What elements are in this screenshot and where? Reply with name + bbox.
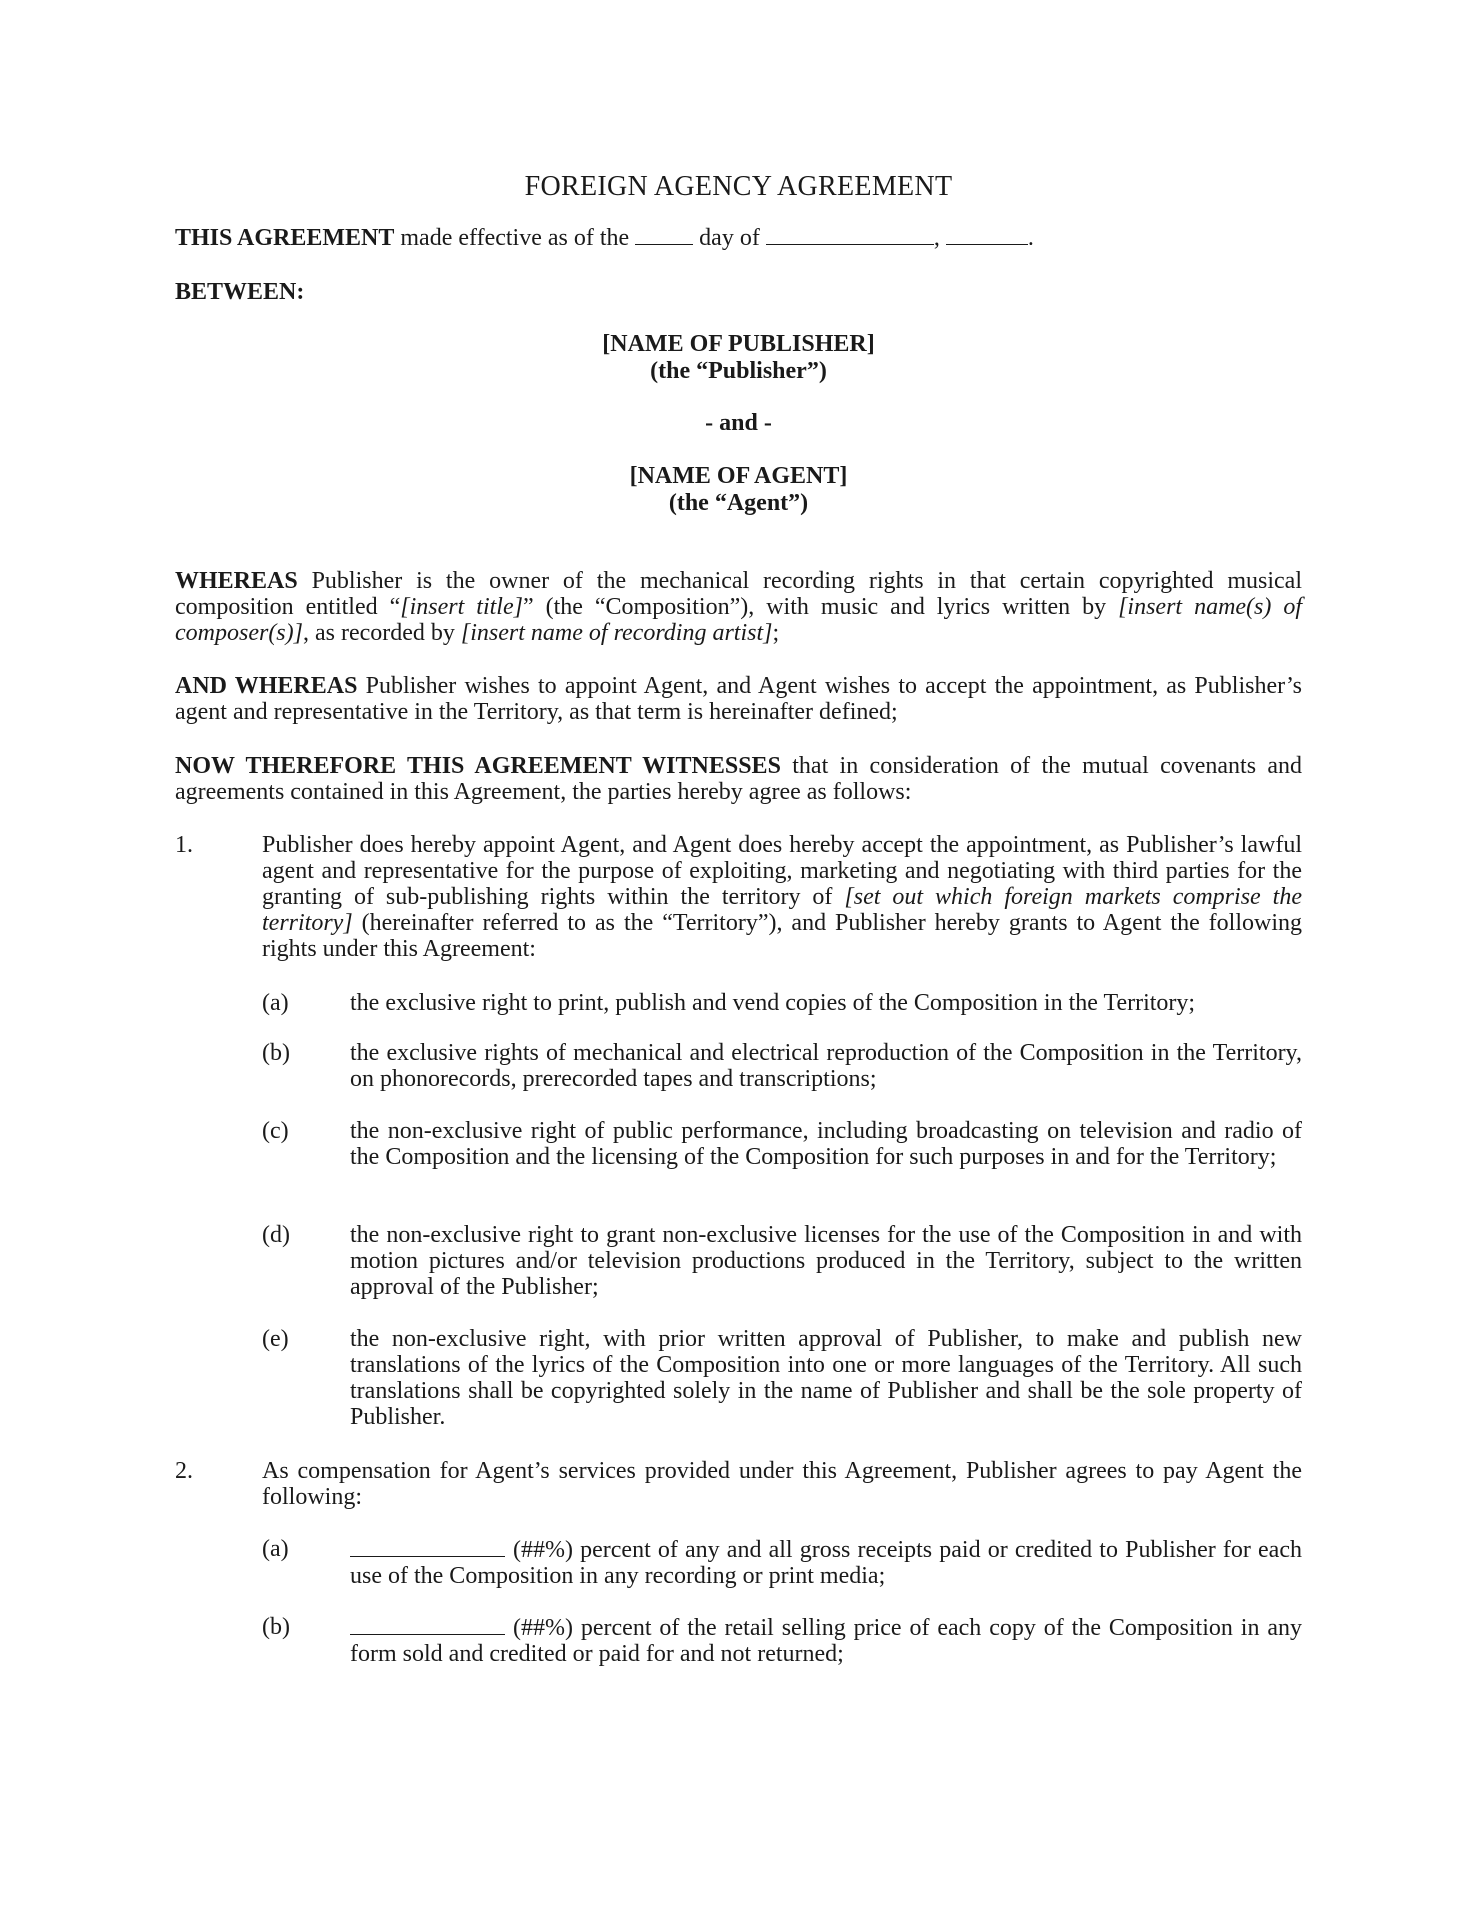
clause-2-number: 2.: [175, 1458, 193, 1484]
intro-comma: ,: [933, 225, 940, 251]
clause-2b: [350, 1614, 1302, 1667]
agent-name: [NAME OF AGENT]: [629, 463, 848, 489]
clause-2a-letter: (a): [262, 1536, 289, 1562]
whereas-recital-2: AND WHEREAS Publisher wishes to appoint Agent, and Agent wishes to accept the appointment, as Publisher’s agent and representative in the Territory, as that term is hereinafter defined;: [175, 673, 1302, 725]
percentage-blank-a[interactable]: [350, 1536, 505, 1557]
clause-1d-text: the non-exclusive right to grant non-exclusive licenses for the use of the Composition in and with motion pictures and/or television productions produced in the Territory, subject to the written approval of the Publisher;: [350, 1222, 1302, 1300]
clause-1a-text: the exclusive right to print, publish and vend copies of the Composition in the Territory;: [350, 990, 1196, 1016]
and-separator: - and -: [705, 410, 772, 436]
clause-1-number: 1.: [175, 832, 193, 858]
percentage-blank-b[interactable]: [350, 1614, 505, 1635]
clause-2b-letter: (b): [262, 1614, 290, 1640]
clause-1d-letter: (d): [262, 1222, 290, 1248]
clause-1b-text: the exclusive rights of mechanical and electrical reproduction of the Composition in the Territory, on phonorecords, prerecorded tapes and transcriptions;: [350, 1040, 1302, 1092]
clause-2b-text: (##%) percent of the retail selling price of each copy of the Composition in any form sold and credited or paid for and not returned;: [350, 1615, 1302, 1667]
between-label: BETWEEN:: [175, 279, 305, 305]
clause-1a-letter: (a): [262, 990, 289, 1016]
month-blank[interactable]: [766, 224, 934, 245]
day-blank[interactable]: [635, 224, 693, 245]
clause-2a-text: (##%) percent of any and all gross receipts paid or credited to Publisher for each use of the Composition in any recording or print media;: [350, 1537, 1302, 1589]
party-publisher: [175, 331, 1302, 385]
clause-1e-letter: (e): [262, 1326, 289, 1352]
document-title: FOREIGN AGENCY AGREEMENT: [524, 171, 953, 202]
intro-period: .: [1027, 225, 1034, 251]
clause-1e-text: the non-exclusive right, with prior written approval of Publisher, to make and publish new translations of the lyrics of the Composition into one or more languages of the Territory. All such translations shall be copyrighted solely in the name of Publisher and shall be the sole property of Publisher.: [350, 1326, 1302, 1430]
now-therefore-clause: NOW THEREFORE THIS AGREEMENT WITNESSES that in consideration of the mutual covenants and agreements contained in this Agreement, the parties hereby agree as follows:: [175, 753, 1302, 805]
clause-2-text: As compensation for Agent’s services provided under this Agreement, Publisher agrees to pay Agent the following:: [262, 1458, 1302, 1510]
clause-1-text: Publisher does hereby appoint Agent, and Agent does hereby accept the appointment, as Publisher’s lawful agent and representative for the purpose of exploiting, marketing and negotiating with third parties for the granting of sub-publishing rights within the territory of [set out which foreign markets comprise the territory] (hereinafter referred to as the “Territory”), and Publisher hereby grants to Agent the following rights under this Agreement:: [262, 832, 1302, 962]
intro-lead: THIS AGREEMENT: [175, 225, 395, 251]
whereas-recital-1: WHEREAS Publisher is the owner of the mechanical recording rights in that certain copyrighted musical composition entitled “[insert title]” (the “Composition”), with music and lyrics written by [insert name(s) of composer(s)], as recorded by [insert name of recording artist];: [175, 568, 1303, 646]
intro-text-2: day of: [699, 225, 760, 251]
clause-1c-letter: (c): [262, 1118, 289, 1144]
party-agent: [175, 463, 1302, 517]
publisher-role: (the “Publisher”): [650, 358, 827, 384]
clause-1b-letter: (b): [262, 1040, 290, 1066]
agent-role: (the “Agent”): [668, 490, 809, 516]
publisher-name: [NAME OF PUBLISHER]: [602, 331, 875, 357]
clause-1c-text: the non-exclusive right of public performance, including broadcasting on television and radio of the Composition and the licensing of the Composition for such purposes in and for the Territory;: [350, 1118, 1302, 1170]
intro-text-1: made effective as of the: [400, 225, 630, 251]
year-blank[interactable]: [946, 224, 1028, 245]
clause-2a: [350, 1536, 1302, 1589]
agreement-intro: [175, 224, 1302, 251]
